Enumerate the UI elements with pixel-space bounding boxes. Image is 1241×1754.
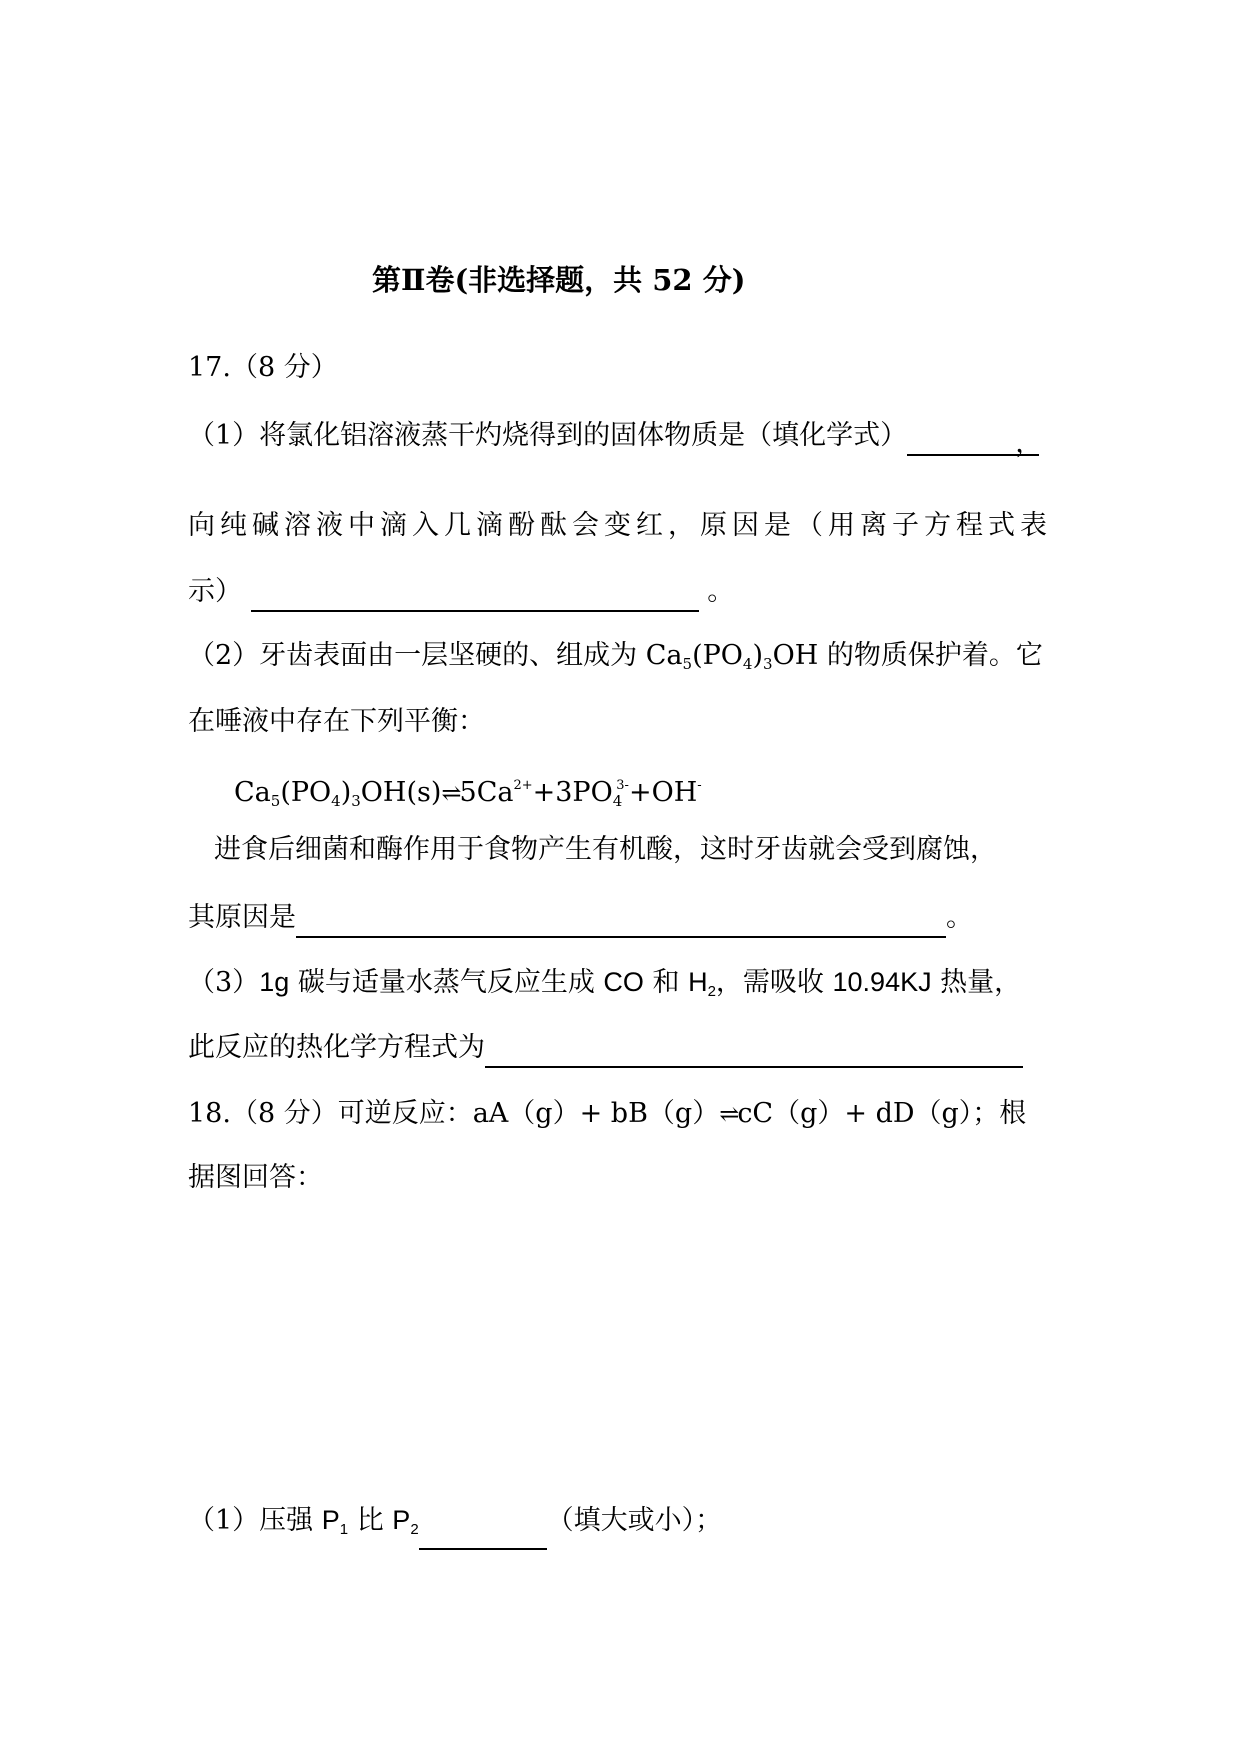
p3-d: CO [603,967,644,997]
p2-text-b: (PO [692,640,743,671]
q17-part1-line3-end: 。 [707,576,735,607]
q17-part2-line2: 在唾液中存在下列平衡： [188,706,485,737]
q18-b: cC（g）+ dD（g）；根 [737,1098,1027,1129]
p2-sub2: 4 [742,655,753,673]
q18-p1-b: P [321,1505,340,1535]
eq-sub1: 5 [270,792,281,810]
p2-line4-start: 其原因是 [188,902,296,933]
q17-part1-text: （1）将氯化铝溶液蒸干灼烧得到的固体物质是（填化学式） [188,420,908,451]
q17-part1-comma: ， [1015,424,1039,456]
section-title: 第Ⅱ卷(非选择题，共 52 分) [372,263,746,297]
q17-part3-line2 [188,1028,1023,1068]
eq-e: 5Ca [459,777,514,808]
eq-g: +OH [628,777,698,808]
p2-text-a: （2）牙齿表面由一层坚硬的、组成为 Ca [188,640,683,671]
p3-line2-text: 此反应的热化学方程式为 [188,1032,485,1063]
q18-part1 [188,1500,722,1550]
eq-sub3: 3 [351,792,361,810]
answer-blank-4[interactable] [485,1036,1023,1068]
q18-p1-d: P [392,1505,411,1535]
equilibrium-arrow-icon: ⇌ [441,779,460,807]
q18-line1 [188,1094,1026,1134]
q18-line2: 据图回答： [188,1162,323,1193]
answer-blank-2[interactable] [251,580,699,612]
q17-part1-line1 [188,416,1043,459]
equilibrium-equation [234,766,702,821]
eq-f: +3PO [532,777,613,808]
q18-p1-sub2: 2 [410,1521,419,1538]
q18-p1-sub1: 1 [339,1521,349,1538]
p3-f: H [688,967,708,997]
q17-part2-line1 [188,636,1043,684]
p2-sub3: 3 [763,655,773,673]
p2-sub1: 5 [682,655,693,673]
p3-e: 和 [643,967,689,998]
eq-sup1: 2+ [513,778,533,793]
answer-blank-1[interactable] [907,424,1015,456]
p2-text-d: OH 的物质保护着。它 [772,640,1043,671]
p3-a: （3） [188,967,260,998]
q17-part1-line3-start: 示） [188,576,242,607]
eq-b: (PO [280,777,332,808]
answer-blank-5[interactable] [419,1518,547,1550]
p2-text-c: ) [752,640,764,671]
eq-sub2: 4 [331,792,341,810]
eq-sub4: 4 [612,792,623,810]
q17-part2-line4 [188,898,973,938]
p3-c: 碳与适量水蒸气反应生成 [289,967,604,998]
reversible-arrow-icon: ⇌ [719,1100,738,1128]
q17-part2-line3: 进食后细菌和酶作用于食物产生有机酸，这时牙齿就会受到腐蚀， [214,834,997,865]
q17-part1-line3 [188,572,734,612]
p2-line4-end: 。 [946,902,973,933]
q18-p1-a: （1）压强 [188,1505,322,1536]
p3-i: 热量， [931,967,1022,998]
q18-a: 18.（8 分）可逆反应：aA（g）+ bB（g） [188,1098,720,1129]
q17-part3-line1 [188,962,1021,1012]
eq-sup2: 3- [616,778,629,793]
eq-a: Ca [234,777,271,808]
eq-d: OH(s) [360,777,442,808]
eq-c: ) [340,777,352,808]
p3-b: 1g [259,967,290,997]
q18-p1-c: 比 [348,1505,393,1536]
answer-blank-3[interactable] [296,906,946,938]
p3-h: 10.94KJ [832,967,932,997]
q17-header: 17.（8 分） [188,352,338,383]
p3-sub: 2 [707,983,716,1000]
eq-sup3: - [697,778,702,793]
p3-g: ，需吸收 [715,967,833,998]
q18-p1-e: （填大或小）； [546,1505,723,1536]
q17-part1-line2: 向纯碱溶液中滴入几滴酚酞会变红，原因是（用离子方程式表 [188,510,1052,541]
